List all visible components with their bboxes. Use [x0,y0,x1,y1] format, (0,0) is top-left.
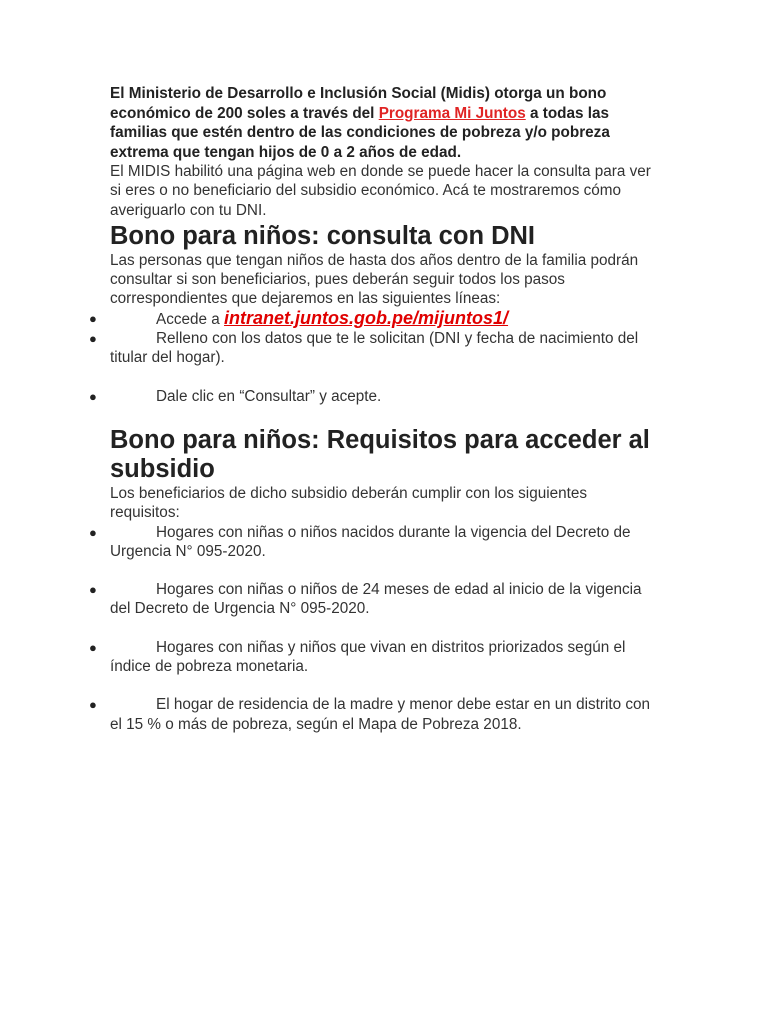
requisitos-list [89,523,655,734]
intranet-juntos-link[interactable]: intranet.juntos.gob.pe/mijuntos1/ [224,307,509,328]
intro-bold-text-end: a todas las familias que estén dentro de las condiciones de pobreza y/o pobreza extrema que tengan hijos de 0 a 2 años de edad. [110,104,610,161]
requisitos-paragraph: Los beneficiarios de dicho subsidio deberán cumplir con los siguientes requisitos: [110,484,588,522]
requisito-text: Hogares con niñas o niños nacidos durante la vigencia del Decreto de Urgencia N° 095-2020. [110,523,631,560]
intro-paragraph: El MIDIS habilitó una página web en donde se puede hacer la consulta para ver si eres o no beneficiario del subsidio económico. Acá te mostraremos cómo averiguarlo con tu DNI. [110,163,651,219]
heading-requisitos: Bono para niños: Requisitos para acceder al subsidio [110,425,650,483]
requisito-text: El hogar de residencia de la madre y menor debe estar en un distrito con el 15 % o más de pobreza, según el Mapa de Pobreza 2018. [110,696,651,733]
intro-bold-text-start: El Ministerio de Desarrollo e Inclusión Social (Midis) otorga un bono económico de 200 soles a través del [110,85,607,122]
requisito-text: Hogares con niñas y niños que vivan en distritos priorizados según el índice de pobreza monetaria. [110,638,626,676]
list-item [89,329,655,368]
list-item [89,638,655,677]
bullet-icon: ● [89,331,97,347]
bullet-icon: ● [89,388,97,404]
bullet-icon: ● [89,582,97,598]
bullet-icon: ● [89,639,97,655]
list-item [89,580,655,619]
list-item [89,695,655,734]
bullet-icon: ● [89,310,97,326]
intro-bold-paragraph [110,84,655,162]
program-mi-juntos-link[interactable]: Programa Mi Juntos [378,104,526,122]
step3-text: Dale clic en “Consultar” y acepte. [156,387,382,405]
heading-consulta-dni: Bono para niños: consulta con DNI [110,221,536,250]
document-page [89,84,655,734]
bullet-icon: ● [89,697,97,713]
bullet-icon: ● [89,524,97,540]
requisito-text: Hogares con niñas o niños de 24 meses de edad al inicio de la vigencia del Decreto de Urgencia N° 095-2020. [110,581,642,618]
step1-prefix: Accede a [156,310,225,328]
dni-paragraph: Las personas que tengan niños de hasta dos años dentro de la familia podrán consultar si son beneficiarios, pues deberán seguir todos los pasos correspondientes que dejaremos en las siguientes líneas: [110,251,639,308]
step2-text: Relleno con los datos que te le solicitan (DNI y fecha de nacimiento del titular del hogar). [110,330,639,367]
list-item [89,307,655,329]
list-item [89,523,655,562]
dni-steps-list [89,307,655,406]
list-item [89,387,655,406]
